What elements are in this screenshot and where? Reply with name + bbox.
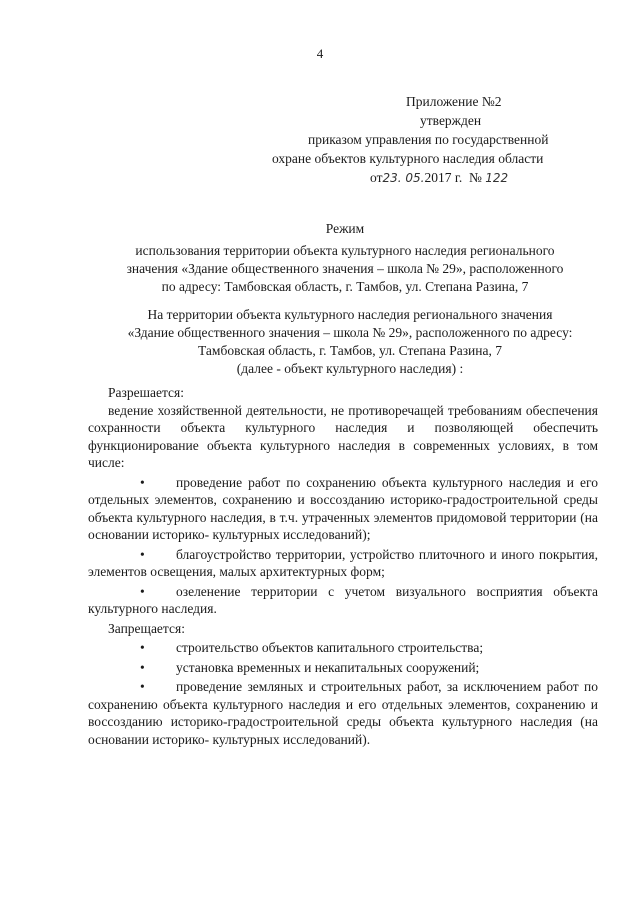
regime-body (88, 384, 598, 748)
handwritten-number: 122 (485, 171, 509, 185)
date-prefix: от (370, 170, 383, 185)
appendix-title: Приложение №2 (406, 94, 502, 109)
appendix-date-line (260, 168, 600, 188)
allowed-intro: ведение хозяйственной деятельности, не противоречащей требованиям обеспечения сохранности объекта культурного наследия и позволяющей обеспечить функционирование объекта культурного наследия в современных условиях, в том числе: (88, 402, 598, 470)
allowed-heading: Разрешается: (108, 385, 184, 400)
bullet-icon: • (140, 474, 145, 490)
forbidden-item: • установка временных и некапитальных сооружений; (140, 659, 480, 675)
regime-title (110, 220, 580, 296)
forbidden-heading: Запрещается: (108, 620, 185, 636)
appendix-authority-line: охране объектов культурного наследия области (272, 151, 544, 166)
bullet-icon: • (140, 640, 145, 655)
page-number: 4 (316, 46, 324, 61)
intro-block (90, 306, 610, 378)
forbidden-item: • строительство объектов капитального строительства; (140, 640, 484, 655)
allowed-item: • проведение работ по сохранению объекта культурного наследия и его отдельных элементов, сохранению и воссозданию историко-градостроительной среды объекта культурного наследия, в т.ч. утраченных элементов придомовой территории (на основании историко- культурных исследований); (88, 474, 598, 542)
forbidden-item: • проведение земляных и строительных работ, за исключением работ по сохранению объекта культурного наследия и его отдельных элементов, сохранению и воссозданию историко-градостроительной среды объекта культурного наследия (на основании историко- культурных исследований). (88, 679, 598, 747)
intro-line-3: Тамбовская область, г. Тамбов, ул. Степана Разина, 7 (198, 343, 502, 358)
allowed-item: • благоустройство территории, устройство плиточного и иного покрытия, элементов освещения, малых архитектурных форм; (88, 546, 598, 579)
appendix-approved: утвержден (420, 113, 482, 128)
appendix-order-line: приказом управления по государственной (308, 132, 549, 147)
title-line-1: использования территории объекта культурного наследия регионального (135, 243, 555, 258)
intro-line-4: (далее - объект культурного наследия) : (236, 361, 464, 376)
bullet-icon: • (140, 546, 145, 562)
bullet-icon: • (140, 659, 145, 675)
title-line-2: значения «Здание общественного значения – школа № 29», расположенного (126, 261, 564, 276)
handwritten-date: 23. 05. (382, 171, 425, 185)
title-heading: Режим (325, 221, 365, 236)
bullet-icon: • (140, 583, 145, 599)
allowed-item: • озеленение территории с учетом визуального восприятия объекта культурного наследия. (88, 583, 598, 616)
title-line-3: по адресу: Тамбовская область, г. Тамбов, ул. Степана Разина, 7 (161, 279, 529, 294)
bullet-icon: • (140, 679, 145, 694)
appendix-block (260, 92, 600, 188)
number-prefix: № (468, 170, 482, 185)
intro-line-1: На территории объекта культурного наследия регионального значения (147, 307, 553, 322)
date-year: 2017 г. (424, 170, 463, 185)
intro-line-2: «Здание общественного значения – школа № 29», расположенного по адресу: (127, 325, 573, 340)
